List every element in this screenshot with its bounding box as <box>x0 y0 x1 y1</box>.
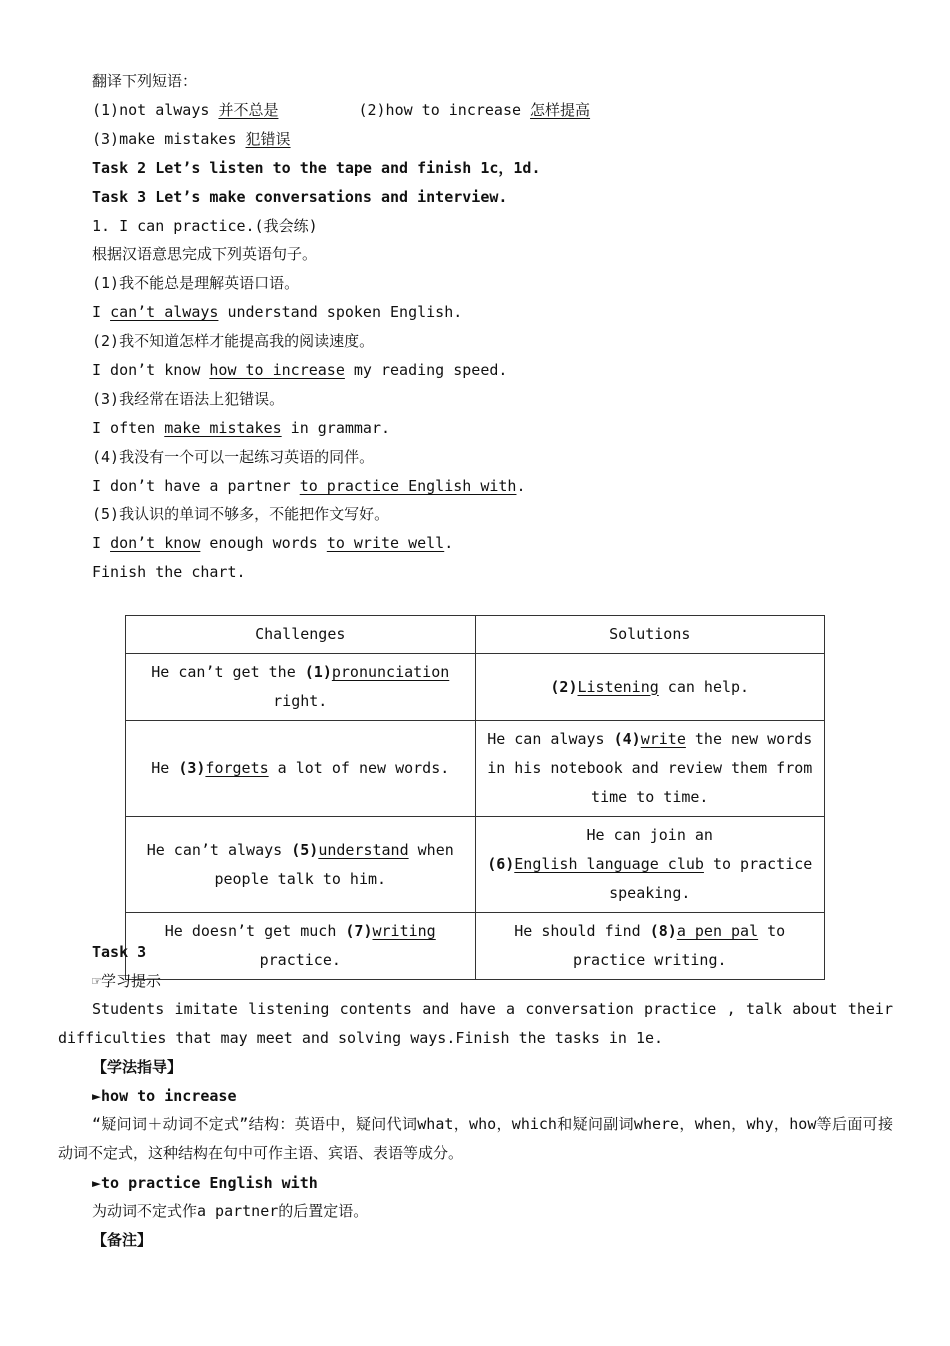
header-challenges: Challenges <box>126 616 476 654</box>
challenge-cell: He can’t always (5)understand when people talk to him. <box>126 817 476 913</box>
answer-blank: write <box>640 730 686 748</box>
study-tip-text: Students imitate listening contents and have a conversation practice , talk about their difficulties that may meet and solving ways.Finish the tasks in 1e. <box>58 1000 893 1047</box>
phrase-3-en: make mistakes <box>119 130 246 148</box>
table-header-row <box>126 616 825 654</box>
phrase-row-2 <box>92 129 291 149</box>
answer-blank: can’t always <box>110 303 219 321</box>
translate-heading: 翻译下列短语： <box>92 72 198 90</box>
study-tip-heading: ☞学习提示 <box>92 972 162 990</box>
sentence-2-zh: (2)我不知道怎样才能提高我的阅读速度。 <box>92 332 375 350</box>
answer-blank: forgets <box>205 759 269 777</box>
instruction: 根据汉语意思完成下列英语句子。 <box>92 245 318 263</box>
solution-cell: He can always (4)write the new words in his notebook and review them from time to time. <box>475 721 825 817</box>
task3-label: Task 3 <box>92 943 147 961</box>
answer-blank: a pen pal <box>676 922 759 940</box>
answer-blank: understand <box>318 840 409 859</box>
sentence-4-en: I don’t have a partner to practice English with. <box>92 477 526 495</box>
phrase-2-en: how to increase <box>385 101 531 119</box>
finish-chart-instruction: Finish the chart. <box>92 563 246 581</box>
challenge-cell: He (3)forgets a lot of new words. <box>126 721 476 817</box>
phrase-3-num: (3) <box>92 130 120 148</box>
answer-blank: don’t know <box>110 534 201 552</box>
practice-heading: 1. I can practice.(我会练) <box>92 217 318 235</box>
point-2-text: 为动词不定式作a partner的后置定语。 <box>92 1202 369 1220</box>
phrase-3-answer: 犯错误 <box>245 130 291 148</box>
sentence-3-en: I often make mistakes in grammar. <box>92 419 391 437</box>
table-row <box>126 721 825 817</box>
solution-cell: (2)Listening can help. <box>475 654 825 721</box>
challenges-solutions-table <box>125 615 825 980</box>
table-row <box>126 913 825 980</box>
answer-blank: pronunciation <box>331 663 450 681</box>
solution-cell: He should find (8)a pen pal to practice writing. <box>475 913 825 980</box>
table-row <box>126 817 825 913</box>
point-1-text: “疑问词＋动词不定式”结构：英语中，疑问代词what，who，which和疑问副词where，when，why，how等后面可接动词不定式，这种结构在句中可作主语、宾语、表语等成分。 <box>58 1115 893 1162</box>
point-2-title: ►to practice English with <box>92 1174 318 1192</box>
answer-blank: how to increase <box>209 361 345 379</box>
task2-heading: Task 2 Let’s listen to the tape and finish 1c，1d. <box>92 159 541 177</box>
answer-blank: make mistakes <box>164 419 282 437</box>
phrase-1-answer: 并不总是 <box>218 101 279 119</box>
task3-heading: Task 3 Let’s make conversations and interview. <box>92 188 508 206</box>
solution-cell: He can join an (6)English language club to practice speaking. <box>475 817 825 913</box>
sentence-1-en: I can’t always understand spoken English. <box>92 303 463 321</box>
notes-heading: 【备注】 <box>92 1231 153 1249</box>
point-1-title: ►how to increase <box>92 1087 237 1105</box>
phrase-2-answer: 怎样提高 <box>530 101 591 119</box>
answer-blank: to practice English with <box>299 477 517 495</box>
sentence-3-zh: (3)我经常在语法上犯错误。 <box>92 390 285 408</box>
phrase-1-num: (1) <box>92 101 120 119</box>
sentence-2-en: I don’t know how to increase my reading speed. <box>92 361 508 379</box>
sentence-1-zh: (1)我不能总是理解英语口语。 <box>92 274 300 292</box>
phrase-1-en: not always <box>119 101 219 119</box>
challenge-cell: He doesn’t get much (7)writing practice. <box>126 913 476 980</box>
sentence-5-zh: (5)我认识的单词不够多，不能把作文写好。 <box>92 505 390 523</box>
phrase-2-num: (2) <box>358 101 386 119</box>
answer-blank: English language club <box>514 855 704 873</box>
answer-blank: Listening <box>577 677 659 696</box>
table-row <box>126 654 825 721</box>
challenge-cell: He can’t get the (1)pronunciation right. <box>126 654 476 721</box>
sentence-4-zh: (4)我没有一个可以一起练习英语的同伴。 <box>92 448 375 466</box>
answer-blank: to write well <box>326 534 445 552</box>
header-solutions: Solutions <box>475 616 825 654</box>
sentence-5-en: I don’t know enough words to write well. <box>92 534 454 552</box>
answer-blank: writing <box>372 922 436 940</box>
study-guide-heading: 【学法指导】 <box>92 1058 183 1076</box>
phrase-row-1 <box>92 100 590 120</box>
